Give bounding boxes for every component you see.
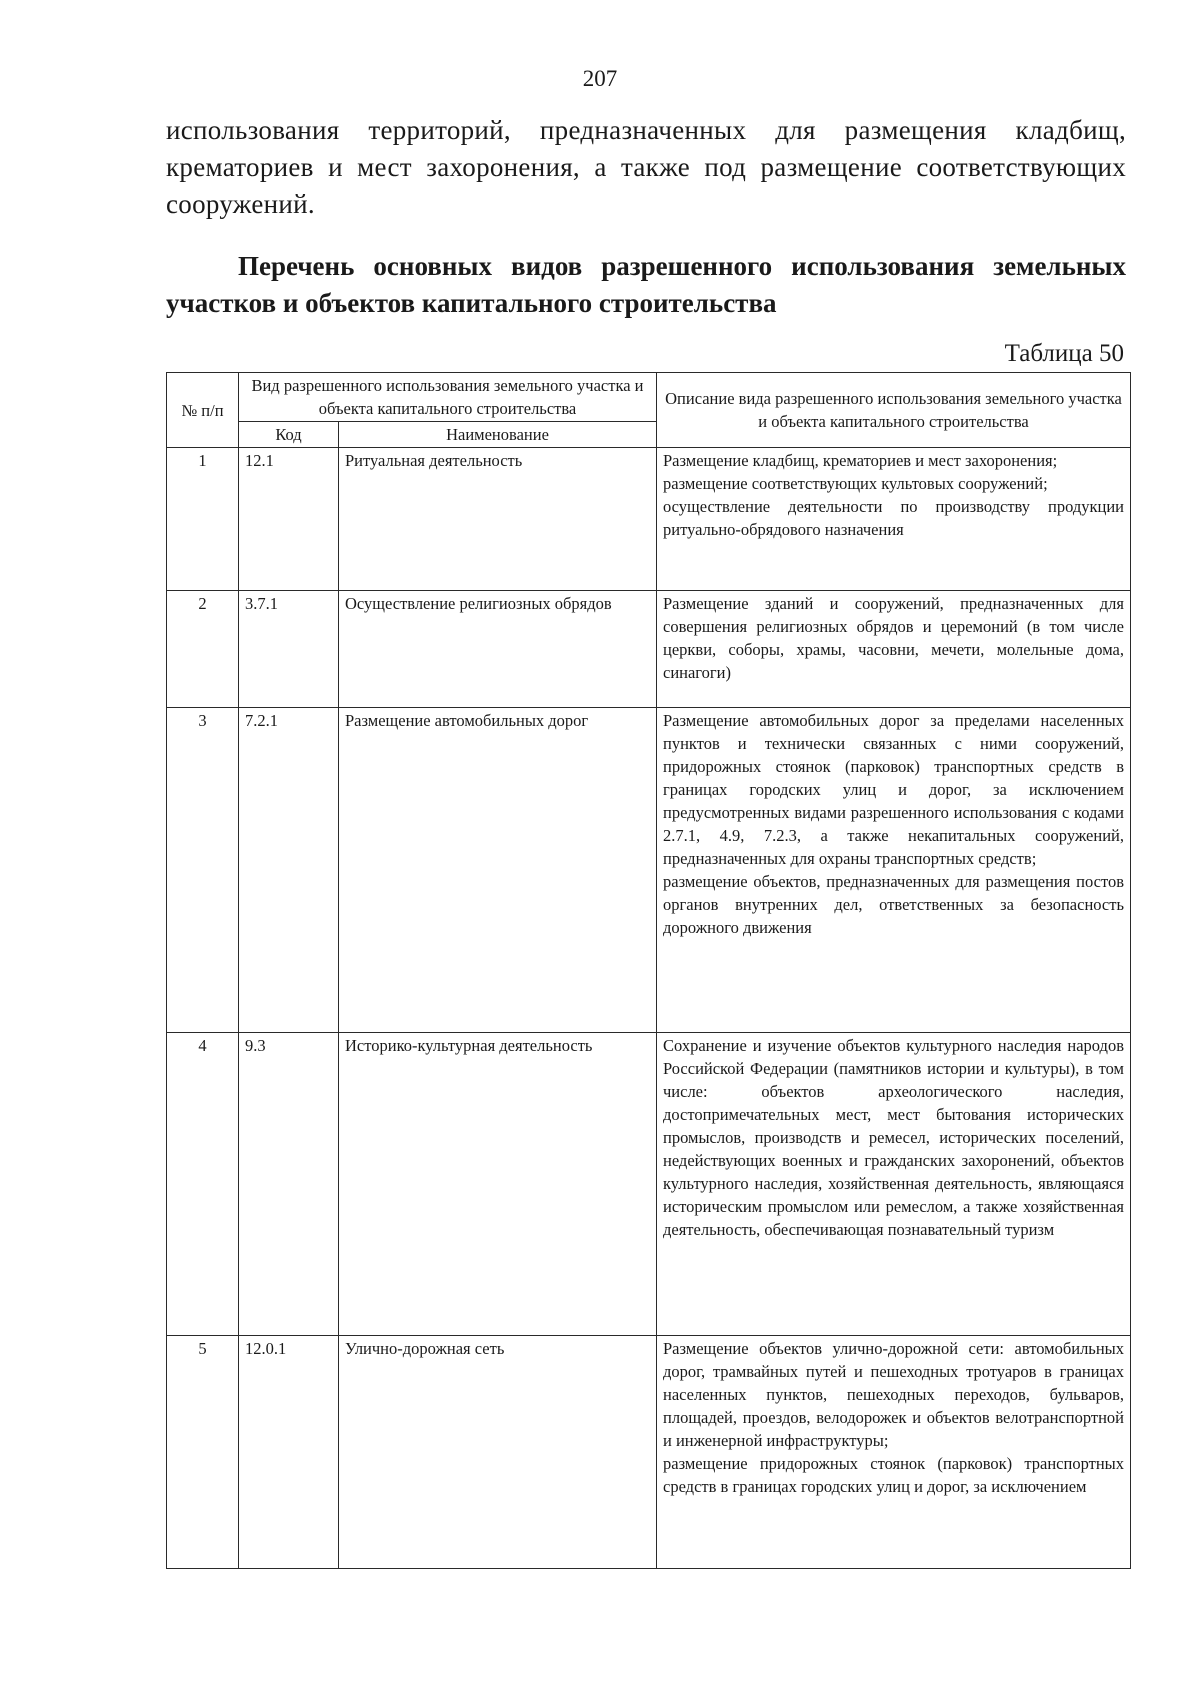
- land-use-table: [166, 372, 1131, 1569]
- table-row: [167, 448, 1131, 591]
- table-row: [167, 708, 1131, 1033]
- row-code: 3.7.1: [239, 591, 339, 708]
- row-description: Размещение автомобильных дорог за пределами населенных пунктов и технически связанных с ними сооружений, придорожных стоянок (парковок) транспортных средств в границах городских улиц и дорог, за исключением предусмотренных видами разрешенного использования с кодами 2.7.1, 4.9, 7.2.3, а также некапитальных сооружений, предназначенных для охраны транспортных средств; размещение объектов, предназначенных для размещения постов органов внутренних дел, ответственных за безопасность дорожного движения: [657, 708, 1131, 1033]
- row-description: Размещение зданий и сооружений, предназначенных для совершения религиозных обрядов и церемоний (в том числе церкви, соборы, храмы, часовни, мечети, молельные дома, синагоги): [657, 591, 1131, 708]
- row-code: 7.2.1: [239, 708, 339, 1033]
- table-caption: Таблица 50: [1004, 340, 1124, 367]
- table-row: [167, 1336, 1131, 1569]
- header-name: Наименование: [339, 422, 657, 448]
- row-code: 9.3: [239, 1033, 339, 1336]
- row-num: 5: [167, 1336, 239, 1569]
- row-num: 1: [167, 448, 239, 591]
- row-description: Сохранение и изучение объектов культурного наследия народов Российской Федерации (памятников истории и культуры), в том числе: объектов археологического наследия, достопримечательных мест, мест бытования исторических промыслов, производств и ремесел, исторических поселений, недействующих военных и гражданских захоронений, объектов культурного наследия, хозяйственная деятельность, являющаяся историческим промыслом или ремеслом, а также хозяйственная деятельность, обеспечивающая познавательный туризм: [657, 1033, 1131, 1336]
- page-number: 207: [582, 66, 618, 91]
- row-description: Размещение кладбищ, крематориев и мест захоронения; размещение соответствующих культовых сооружений; осуществление деятельности по производству продукции ритуально-обрядового назначения: [657, 448, 1131, 591]
- row-description: Размещение объектов улично-дорожной сети: автомобильных дорог, трамвайных путей и пешеходных тротуаров в границах населенных пунктов, пешеходных переходов, бульваров, площадей, проездов, велодорожек и объектов велотранспортной и инженерной инфраструктуры; размещение придорожных стоянок (парковок) транспортных средств в границах городских улиц и дорог, за исключением: [657, 1336, 1131, 1569]
- row-num: 3: [167, 708, 239, 1033]
- row-num: 2: [167, 591, 239, 708]
- row-code: 12.1: [239, 448, 339, 591]
- row-code: 12.0.1: [239, 1336, 339, 1569]
- header-description: Описание вида разрешенного использования земельного участка и объекта капитального строительства: [657, 373, 1131, 448]
- header-kind-group: Вид разрешенного использования земельного участка и объекта капитального строительства: [239, 373, 657, 422]
- header-code: Код: [239, 422, 339, 448]
- row-name: Историко-культурная деятельность: [339, 1033, 657, 1336]
- row-name: Размещение автомобильных дорог: [339, 708, 657, 1033]
- row-num: 4: [167, 1033, 239, 1336]
- row-name: Ритуальная деятельность: [339, 448, 657, 591]
- table-row: [167, 591, 1131, 708]
- intro-paragraph: использования территорий, предназначенных для размещения кладбищ, крематориев и мест захоронения, а также под размещение соответствующих сооружений.: [166, 115, 1126, 219]
- row-name: Осуществление религиозных обрядов: [339, 591, 657, 708]
- table-row: [167, 1033, 1131, 1336]
- row-name: Улично-дорожная сеть: [339, 1336, 657, 1569]
- section-heading: Перечень основных видов разрешенного использования земельных участков и объектов капитального строительства: [166, 251, 1126, 318]
- header-num: № п/п: [167, 373, 239, 448]
